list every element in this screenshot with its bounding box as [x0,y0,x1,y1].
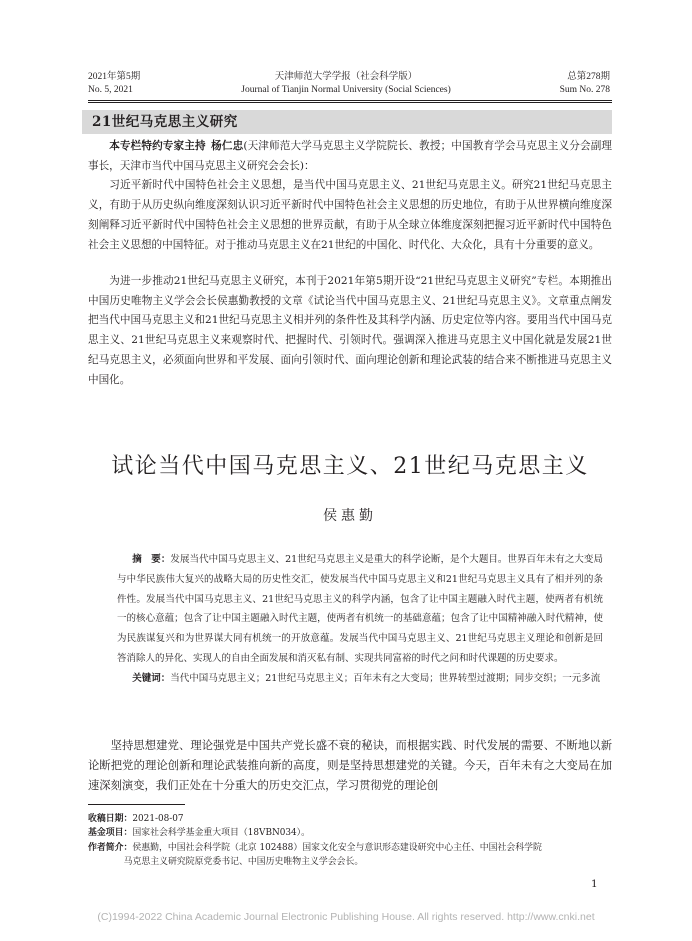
article-author: 侯惠勤 [323,508,377,524]
body-text [88,736,612,795]
author-line [88,841,612,855]
fund-label: 基金项目： [88,828,133,839]
column-intro-2 [88,272,612,390]
fund-line [88,826,612,840]
header-rule [88,100,612,101]
copyright-watermark: (C)1994-2022 China Academic Journal Electronic Publishing House. All rights reserved. http://www.cnki.net [97,911,595,923]
footnote-rule [88,804,185,805]
fund-text: 国家社会科学基金重大项目（18VBN034）。 [132,828,310,839]
running-header-center [175,71,517,97]
total-en: Sum No. 278 [559,85,610,95]
author-info-1: 侯惠勤，中国社会科学院（北京 102488）国家文化安全与意识形态建设研究中心主任、中国社会科学院 [132,842,542,853]
abstract-block [117,550,603,689]
abstract [117,550,603,669]
received-date: 2021-08-07 [132,814,184,824]
author-info-2: 马克思主义研究院原党委书记、中国历史唯物主义学会会长。 [123,857,364,868]
page-number: 1 [591,878,598,890]
column-intro [88,137,612,255]
header-rule-thin [88,102,612,103]
keywords-text: 当代中国马克思主义；21世纪马克思主义；百年未有之大变局；世界转型过渡期；同步交织；一元多流 [170,672,601,684]
article-title: 试论当代中国马克思主义、21世纪马克思主义 [111,454,589,479]
footnotes [88,812,612,870]
received-line [88,812,612,826]
intro-paragraph-2: 为进一步推动21世纪马克思主义研究，本刊于2021年第5期开设“21世纪马克思主义研究”专栏。本期推出中国历史唯物主义学会会长侯惠勤教授的文章《试论当代中国马克思主义、21世纪马克思主义》。文章重点阐发把当代中国马克思主义和21世纪马克思主义相并列的条件性及其科学内涵、历史定位等内容。要用当代中国马克思主义、21世纪马克思主义来观察时代、把握时代、引领时代。强调深入推进马克思主义中国化就是发展21世纪马克思主义，必须面向世界和平发展、面向引领时代、面向理论创新和理论武装的结合来不断推进马克思主义中国化。 [88,275,612,386]
journal-en: Journal of Tianjin Normal University (Social Sciences) [241,85,451,95]
column-title: 21世纪马克思主义研究 [92,114,238,130]
host-desc: (天津师范大学马克思主义学院院长、教授；中国教育学会马克思主义分会副理事长，天津市当代中国马克思主义研究会会长)： [88,140,613,172]
issue-cn: 2021年第5期 [88,72,141,82]
host-name: 杨仁忠 [211,140,244,152]
journal-cn: 天津师范大学学报（社会科学版） [274,72,418,82]
issue-en: No. 5, 2021 [88,85,133,95]
abstract-text: 发展当代中国马克思主义、21世纪马克思主义是重大的科学论断，是个大题目。世界百年未有之大变局与中华民族伟大复兴的战略大局的历史性交汇，使发展当代中国马克思主义和21世纪马克思主义具有了相并列的条件性。发展当代中国马克思主义、21世纪马克思主义的科学内涵，包含了让中国主题融入时代主题，使两者有机统一的核心意蕴；包含了让中国主题融入时代主题，使两者有机统一的基础意蕴；包含了让中国精神融入时代精神，使为民族谋复兴和为世界谋大同有机统一的开放意蕴。发展当代中国马克思主义、21世纪马克思主义理论和创新是回答消除人的异化、实现人的自由全面发展和消灭私有制、实现共同富裕的时代之问和时代课题的历史要求。 [117,554,603,664]
author-info-label: 作者简介： [88,842,133,853]
intro-paragraph-1: 习近平新时代中国特色社会主义思想，是当代中国马克思主义、21世纪马克思主义。研究21世纪马克思主义，有助于从历史纵向维度深刻认识习近平新时代中国特色社会主义思想的历史地位，有助于从世界横向维度深刻阐释习近平新时代中国特色社会主义思想的世界贡献，有助于从全球立体维度深刻把握习近平新时代中国特色社会主义思想的中国特征。对于推动马克思主义在21世纪的中国化、时代化、大众化，具有十分重要的意义。 [88,179,612,251]
received-label: 收稿日期： [88,814,133,824]
abstract-label: 摘 要： [132,554,171,565]
host-label: 本专栏特约专家主持 [109,140,206,152]
total-cn: 总第278期 [567,72,610,82]
body-paragraph-1: 坚持思想建党、理论强党是中国共产党长盛不衰的秘诀，而根据实践、时代发展的需要、不断地以新论断把党的理论创新和理论武装推向新的高度，则是坚持思想建党的关键。今天，百年未有之大变局在加速深刻演变，我们正处在十分重大的历史交汇点，学习贯彻党的理论创 [88,739,612,792]
host-line [88,137,612,176]
keywords [117,669,603,689]
running-header-right [520,71,610,97]
running-header-left [88,71,140,97]
keywords-label: 关键词： [132,672,171,684]
